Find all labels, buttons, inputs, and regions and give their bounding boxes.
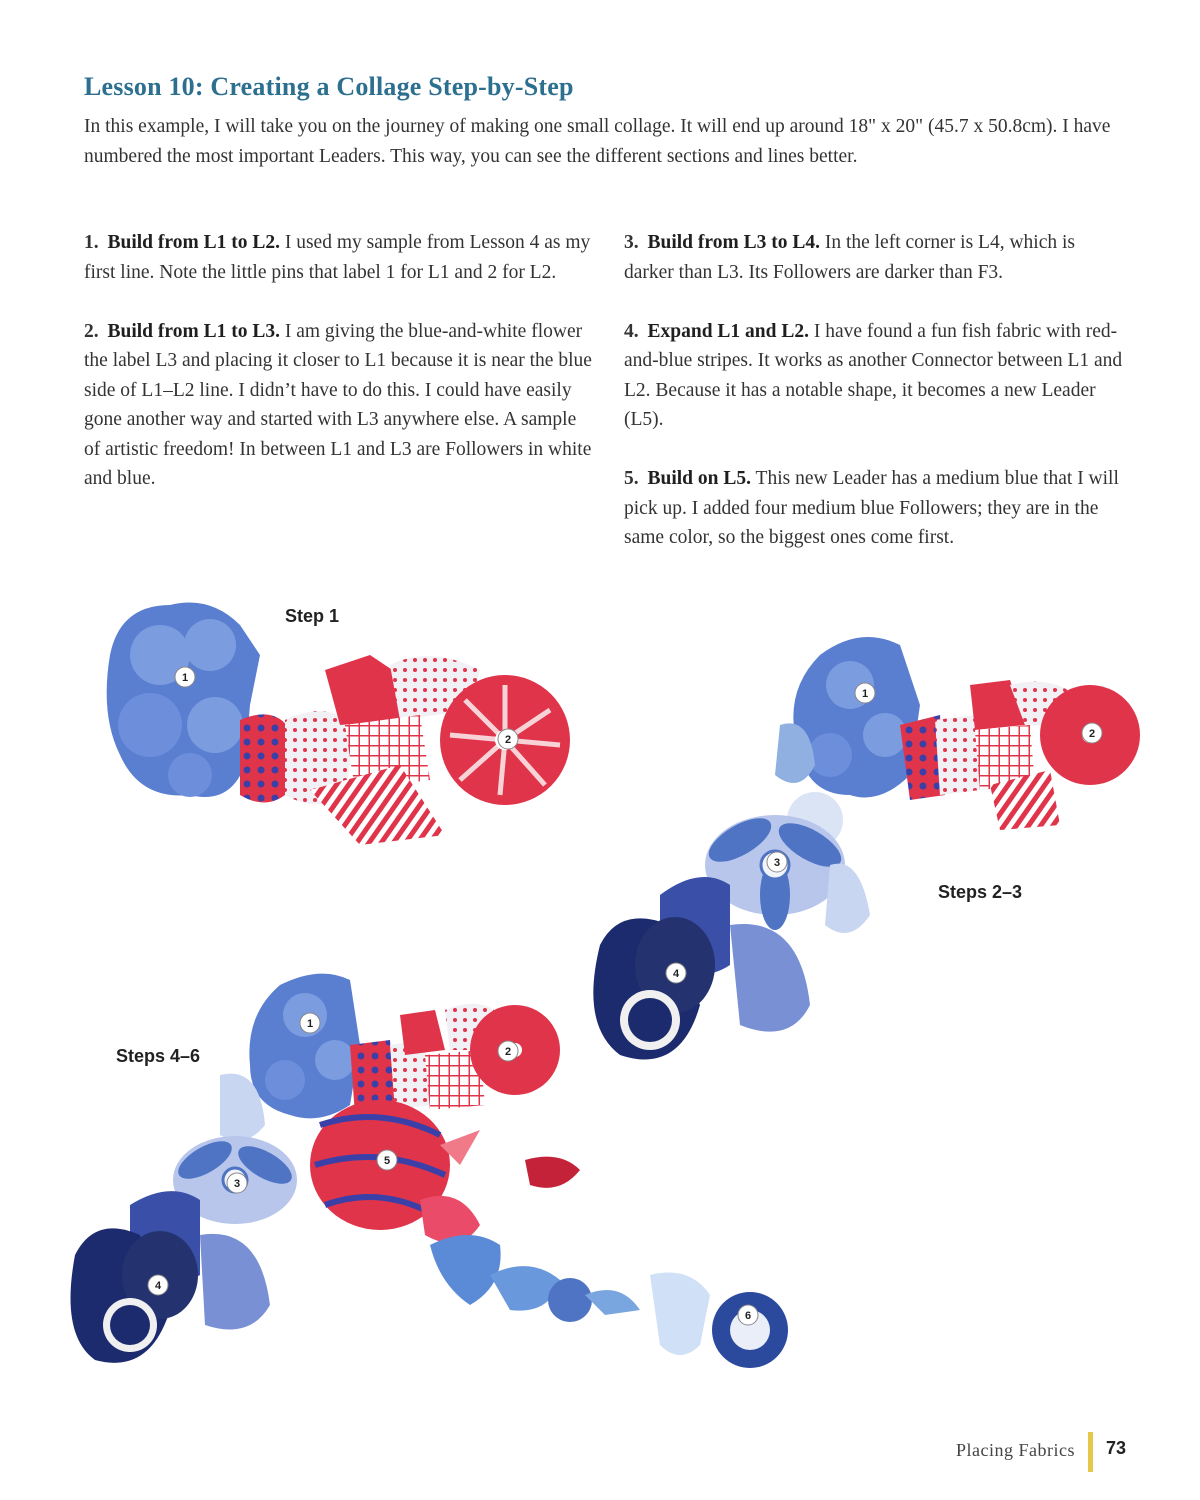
step-1-text: I used my sample from Lesson 4 as my first line. Note the little pins that label 1 for L1 and 2 for L2.	[84, 232, 591, 283]
step-2-number: 2.	[84, 320, 99, 342]
step-5-heading: Build on L5.	[647, 468, 752, 489]
follower-fabric	[650, 1273, 710, 1356]
pin-6	[738, 1305, 758, 1325]
pin-3	[227, 1173, 247, 1193]
step-2	[84, 317, 594, 494]
step-1-heading: Build from L1 to L2.	[107, 232, 280, 253]
step-5-number: 5.	[624, 468, 639, 489]
footer-divider	[1088, 1432, 1093, 1472]
pin-4-number: 4	[672, 968, 680, 980]
step-2-text: I am giving the blue-and-white flower the label L3 and placing it closer to L1 because it is near the blue side of L1–L2 line. I didn’t have to do this. I could have easily gone another way and started with L3 anywhere else. A sample of artistic freedom! In between L1 and L3 are Followers in white and blue.	[84, 320, 592, 489]
pin-1	[300, 1013, 320, 1033]
step-1-number: 1.	[84, 232, 99, 253]
page-number: 73	[1106, 1438, 1127, 1458]
steps-2-3-label: Steps 2–3	[938, 882, 1023, 902]
pin-2	[1082, 723, 1102, 743]
leader-1-fabric	[249, 974, 360, 1119]
follower-fabric	[240, 714, 290, 802]
follower-fabric	[200, 1234, 270, 1330]
pin-2-number: 2	[504, 734, 512, 746]
pin-2-number: 2	[1088, 728, 1096, 740]
pin-4-number: 4	[154, 1280, 162, 1292]
pin-1	[855, 683, 875, 703]
pin-4	[148, 1275, 168, 1295]
step-2-heading: Build from L1 to L3.	[107, 320, 280, 342]
pin-1-number: 1	[181, 672, 189, 684]
step-5	[624, 464, 1124, 553]
step-1-label: Step 1	[285, 606, 340, 626]
pin-3-number: 3	[773, 857, 781, 869]
pin-3	[767, 852, 787, 872]
step-3-text: In the left corner is L4, which is darker than L3. Its Followers are darker than F3.	[624, 232, 1076, 283]
follower-fabric	[825, 864, 870, 933]
pin-2-number: 2	[504, 1046, 512, 1058]
step-3-heading: Build from L3 to L4.	[647, 232, 820, 253]
follower-fabric	[430, 1235, 501, 1305]
step-4-text: I have found a fun fish fabric with red-and-blue stripes. It works as another Connector between L1 and L2. Because it has a notable shape, it becomes a new Leader (L5).	[624, 320, 1123, 430]
step-1	[84, 228, 594, 287]
pin-1	[175, 667, 195, 687]
pin-5	[377, 1150, 397, 1170]
pin-1-number: 1	[861, 688, 869, 700]
step-4-heading: Expand L1 and L2.	[647, 320, 809, 342]
pin-3-number: 3	[233, 1178, 241, 1190]
pin-6-number: 6	[744, 1310, 752, 1322]
pin-1-number: 1	[306, 1018, 314, 1030]
lesson-intro: In this example, I will take you on the journey of making one small collage. It will end up around 18" x 20" (45.7 x 50.8cm). I have numbered the most important Leaders. This way, you can see the different sections and lines better.	[84, 116, 1111, 167]
pin-5-number: 5	[383, 1155, 391, 1167]
step-1-collage-image	[100, 595, 580, 855]
follower-fabric	[585, 1290, 640, 1315]
follower-fabric	[400, 1010, 445, 1055]
follower-fabric	[935, 715, 980, 795]
step-3	[624, 228, 1124, 287]
pin-2	[498, 1041, 518, 1061]
footer-section-title: Placing Fabrics	[956, 1440, 1075, 1460]
leader-4-fabric	[71, 1228, 199, 1362]
pin-2	[498, 729, 518, 749]
step-4	[624, 317, 1124, 435]
step-4-number: 4.	[624, 320, 639, 342]
steps-column-right	[624, 228, 1124, 582]
step-5-text: This new Leader has a medium blue that I will pick up. I added four medium blue Followers; they are in the same color, so the biggest ones come first.	[624, 468, 1119, 548]
steps-column-left	[84, 228, 594, 523]
steps-4-6-collage-image	[60, 965, 820, 1405]
leader-1-fabric	[107, 603, 260, 798]
leader-1-fabric	[793, 637, 920, 798]
lesson-title: Lesson 10: Creating a Collage Step-by-Step	[84, 72, 574, 101]
follower-fabric	[525, 1157, 580, 1188]
step-3-number: 3.	[624, 232, 639, 253]
steps-4-6-label: Steps 4–6	[116, 1046, 201, 1066]
leader-6-fabric	[712, 1292, 788, 1368]
follower-fabric	[548, 1278, 592, 1322]
